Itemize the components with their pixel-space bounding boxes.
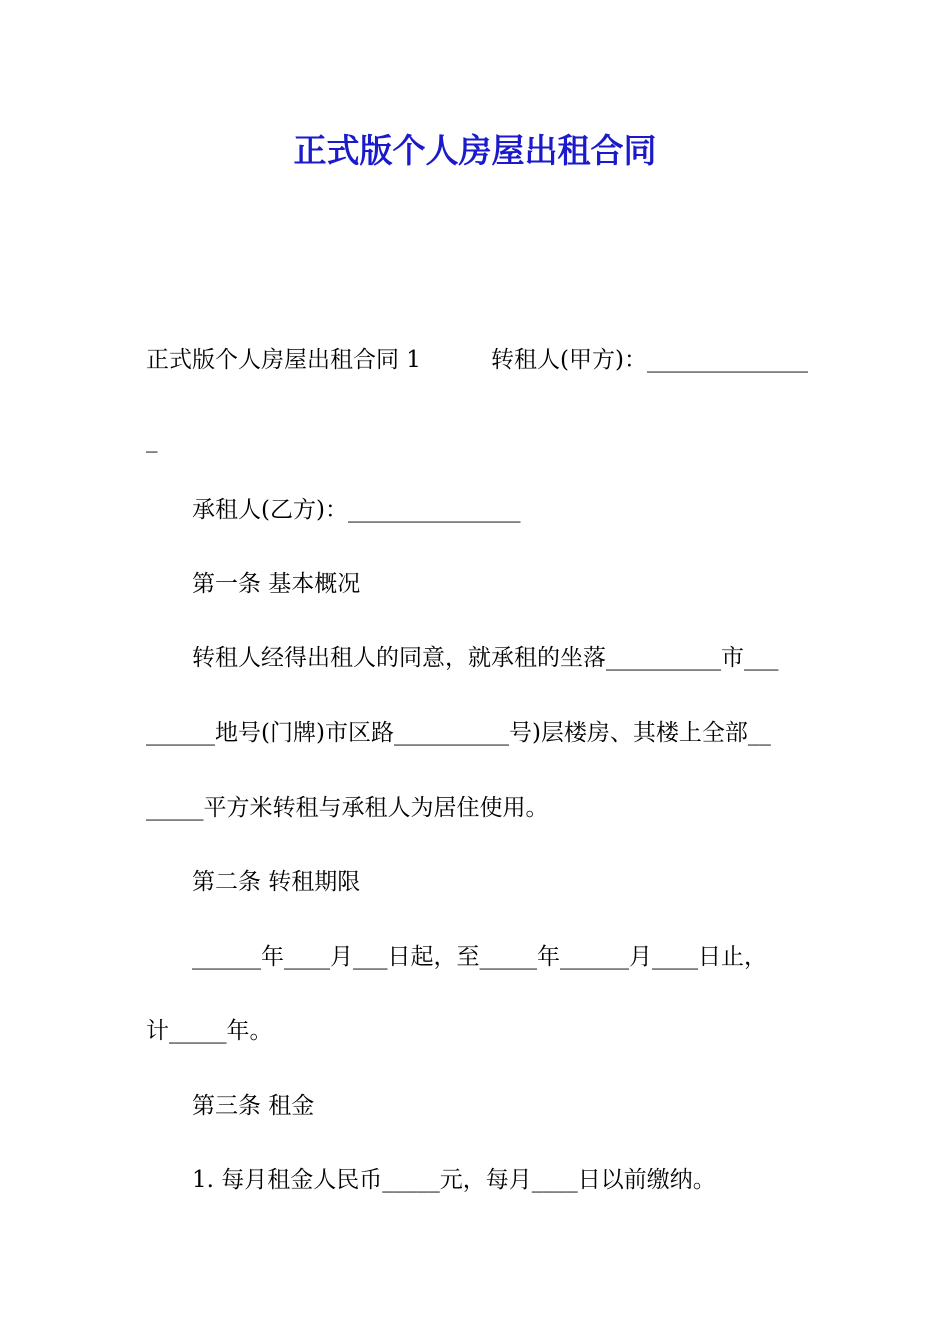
article2-paragraph-line: ______年____月___日起，至_____年______月____日止， xyxy=(192,944,767,970)
article3-item: 1. 每月租金人民币_____元，每月____日以前缴纳。 xyxy=(192,1167,716,1193)
intro-line xyxy=(146,342,808,378)
article1-paragraph-line: ______地号(门牌)市区路__________号)层楼房、其楼上全部__ xyxy=(146,720,771,746)
intro-wrap-line: _ xyxy=(146,427,158,453)
sublessor-field: 转租人(甲方)：______________ xyxy=(491,347,808,373)
article2-heading: 第二条 转租期限 xyxy=(192,869,361,895)
article1-paragraph-line: _____平方米转租与承租人为居住使用。 xyxy=(146,795,549,821)
article1-paragraph-line: 转租人经得出租人的同意，就承租的坐落__________市___ xyxy=(192,645,779,671)
document-title: 正式版个人房屋出租合同 xyxy=(293,131,657,170)
intro-contract-name: 正式版个人房屋出租合同 1 xyxy=(146,347,421,373)
article3-heading: 第三条 租金 xyxy=(192,1093,315,1119)
article1-heading: 第一条 基本概况 xyxy=(192,571,361,597)
article2-paragraph-line: 计_____年。 xyxy=(146,1018,273,1044)
lessee-field: 承租人(乙方)：_______________ xyxy=(192,497,521,523)
